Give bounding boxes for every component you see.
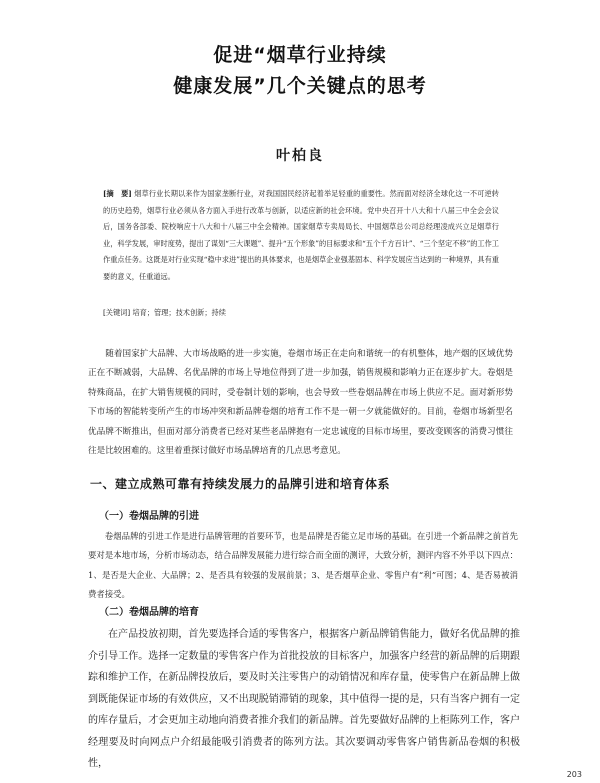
keywords-text: 培育；管理；技术创新；持续 — [132, 308, 226, 317]
subsection-1-heading: （一）卷烟品牌的引进 — [99, 511, 199, 522]
title-line-2: 健康发展”几个关键点的思考 — [173, 75, 427, 97]
abstract-text: 烟草行业长期以来作为国家垄断行业，对我国国民经济起着举足轻重的重要性。然而面对经济全球化这一不可逆转的历史趋势，烟草行业必须从各方面入手进行改革与创新，以适应新的社会环境。党中央召开十八大和十八届三中全会会议后，国务各部委、院校响应十八大和十八届三中全会精神。国家烟草专卖局局长、中国烟草总公司总经理凌成兴立足烟草行业，科学发展，审时度势，提出了谋划“三大课题”、提升“五个形象”的目标要求和“五个千方百计”、“三个坚定不移”的工作工作重点任务。这既是对行业实现“稳中求进”提出的具体要求，也是烟草企业强基固本、科学发展应当达到的一种境界，具有重要的意义，任重道远。 — [103, 189, 499, 281]
title-line-1: 促进“烟草行业持续 — [213, 44, 387, 66]
section-1-heading: 一、建立成熟可靠有持续发展力的品牌引进和培育体系 — [90, 477, 391, 491]
subsection-2-heading: （二）卷烟品牌的培育 — [99, 607, 199, 618]
page-number: 203 — [566, 770, 582, 779]
subsection-2-paragraph: 在产品投放初期，首先要选择合适的零售客户，根据客户新品牌销售能力，做好名优品牌的推介引导工作。选择一定数量的零售客户作为首批投放的目标客户，加强客户经营的新品牌的后期跟踪和维护工作，在新品牌投放后，要及时关注零售户的动销情况和库存量，使零售户在新品牌上做到既能保证市场的有效供应，又不出现脱销滞销的现象，其中值得一提的是，只有当客户拥有一定的库存量后，才会更加主动地向消费者推介我们的新品牌。首先要做好品牌的上柜陈列工作，客户经理要及时向网点户介绍最能吸引消费者的陈列方法。其次要调动零售客户销售新品卷烟的积极性， — [88, 629, 520, 769]
abstract — [103, 186, 499, 286]
keywords — [103, 306, 499, 320]
subsection-1-paragraph: 卷烟品牌的引进工作是进行品牌管理的首要环节，也是品牌是否能立足市场的基础。在引进一个新品牌之前首先要对是本地市场，分析市场动态，结合品牌发展能力进行综合而全面的测评，大致分析，测评内容不外乎以下四点：1、是否是大企业、大品牌；2、是否具有较强的发展前景；3、是否烟草企业、零售户有“利”可图；4、是否易被消费者接受。 — [88, 531, 518, 600]
intro-paragraph: 随着国家扩大品牌、大市场战略的进一步实施，卷烟市场正在走向和谐统一的有机整体，地产烟的区域优势正在不断减弱，大品牌、名优品牌的市场上导地位得到了进一步加强，销售规模和影响力正在逐步扩大。卷烟是特殊商品，在扩大销售规模的同时，受卷制计划的影响，也会导致一些卷烟品牌在市场上供应不足。面对新形势下市场的智能转变所产生的市场冲突和新品牌卷烟的培育工作不是一朝一夕就能做好的。目前，卷烟市场新型名优品牌不断推出，但面对部分消费者已经对某些老品牌抱有一定忠诚度的目标市场里，要改变顾客的消费习惯往往是比较困难的。这里着重探讨做好市场品牌培育的几点思考意见。 — [88, 349, 513, 457]
author-name: 叶柏良 — [276, 148, 324, 164]
keywords-label: [关键词] — [103, 308, 131, 317]
abstract-label: [摘 要] — [103, 189, 132, 198]
